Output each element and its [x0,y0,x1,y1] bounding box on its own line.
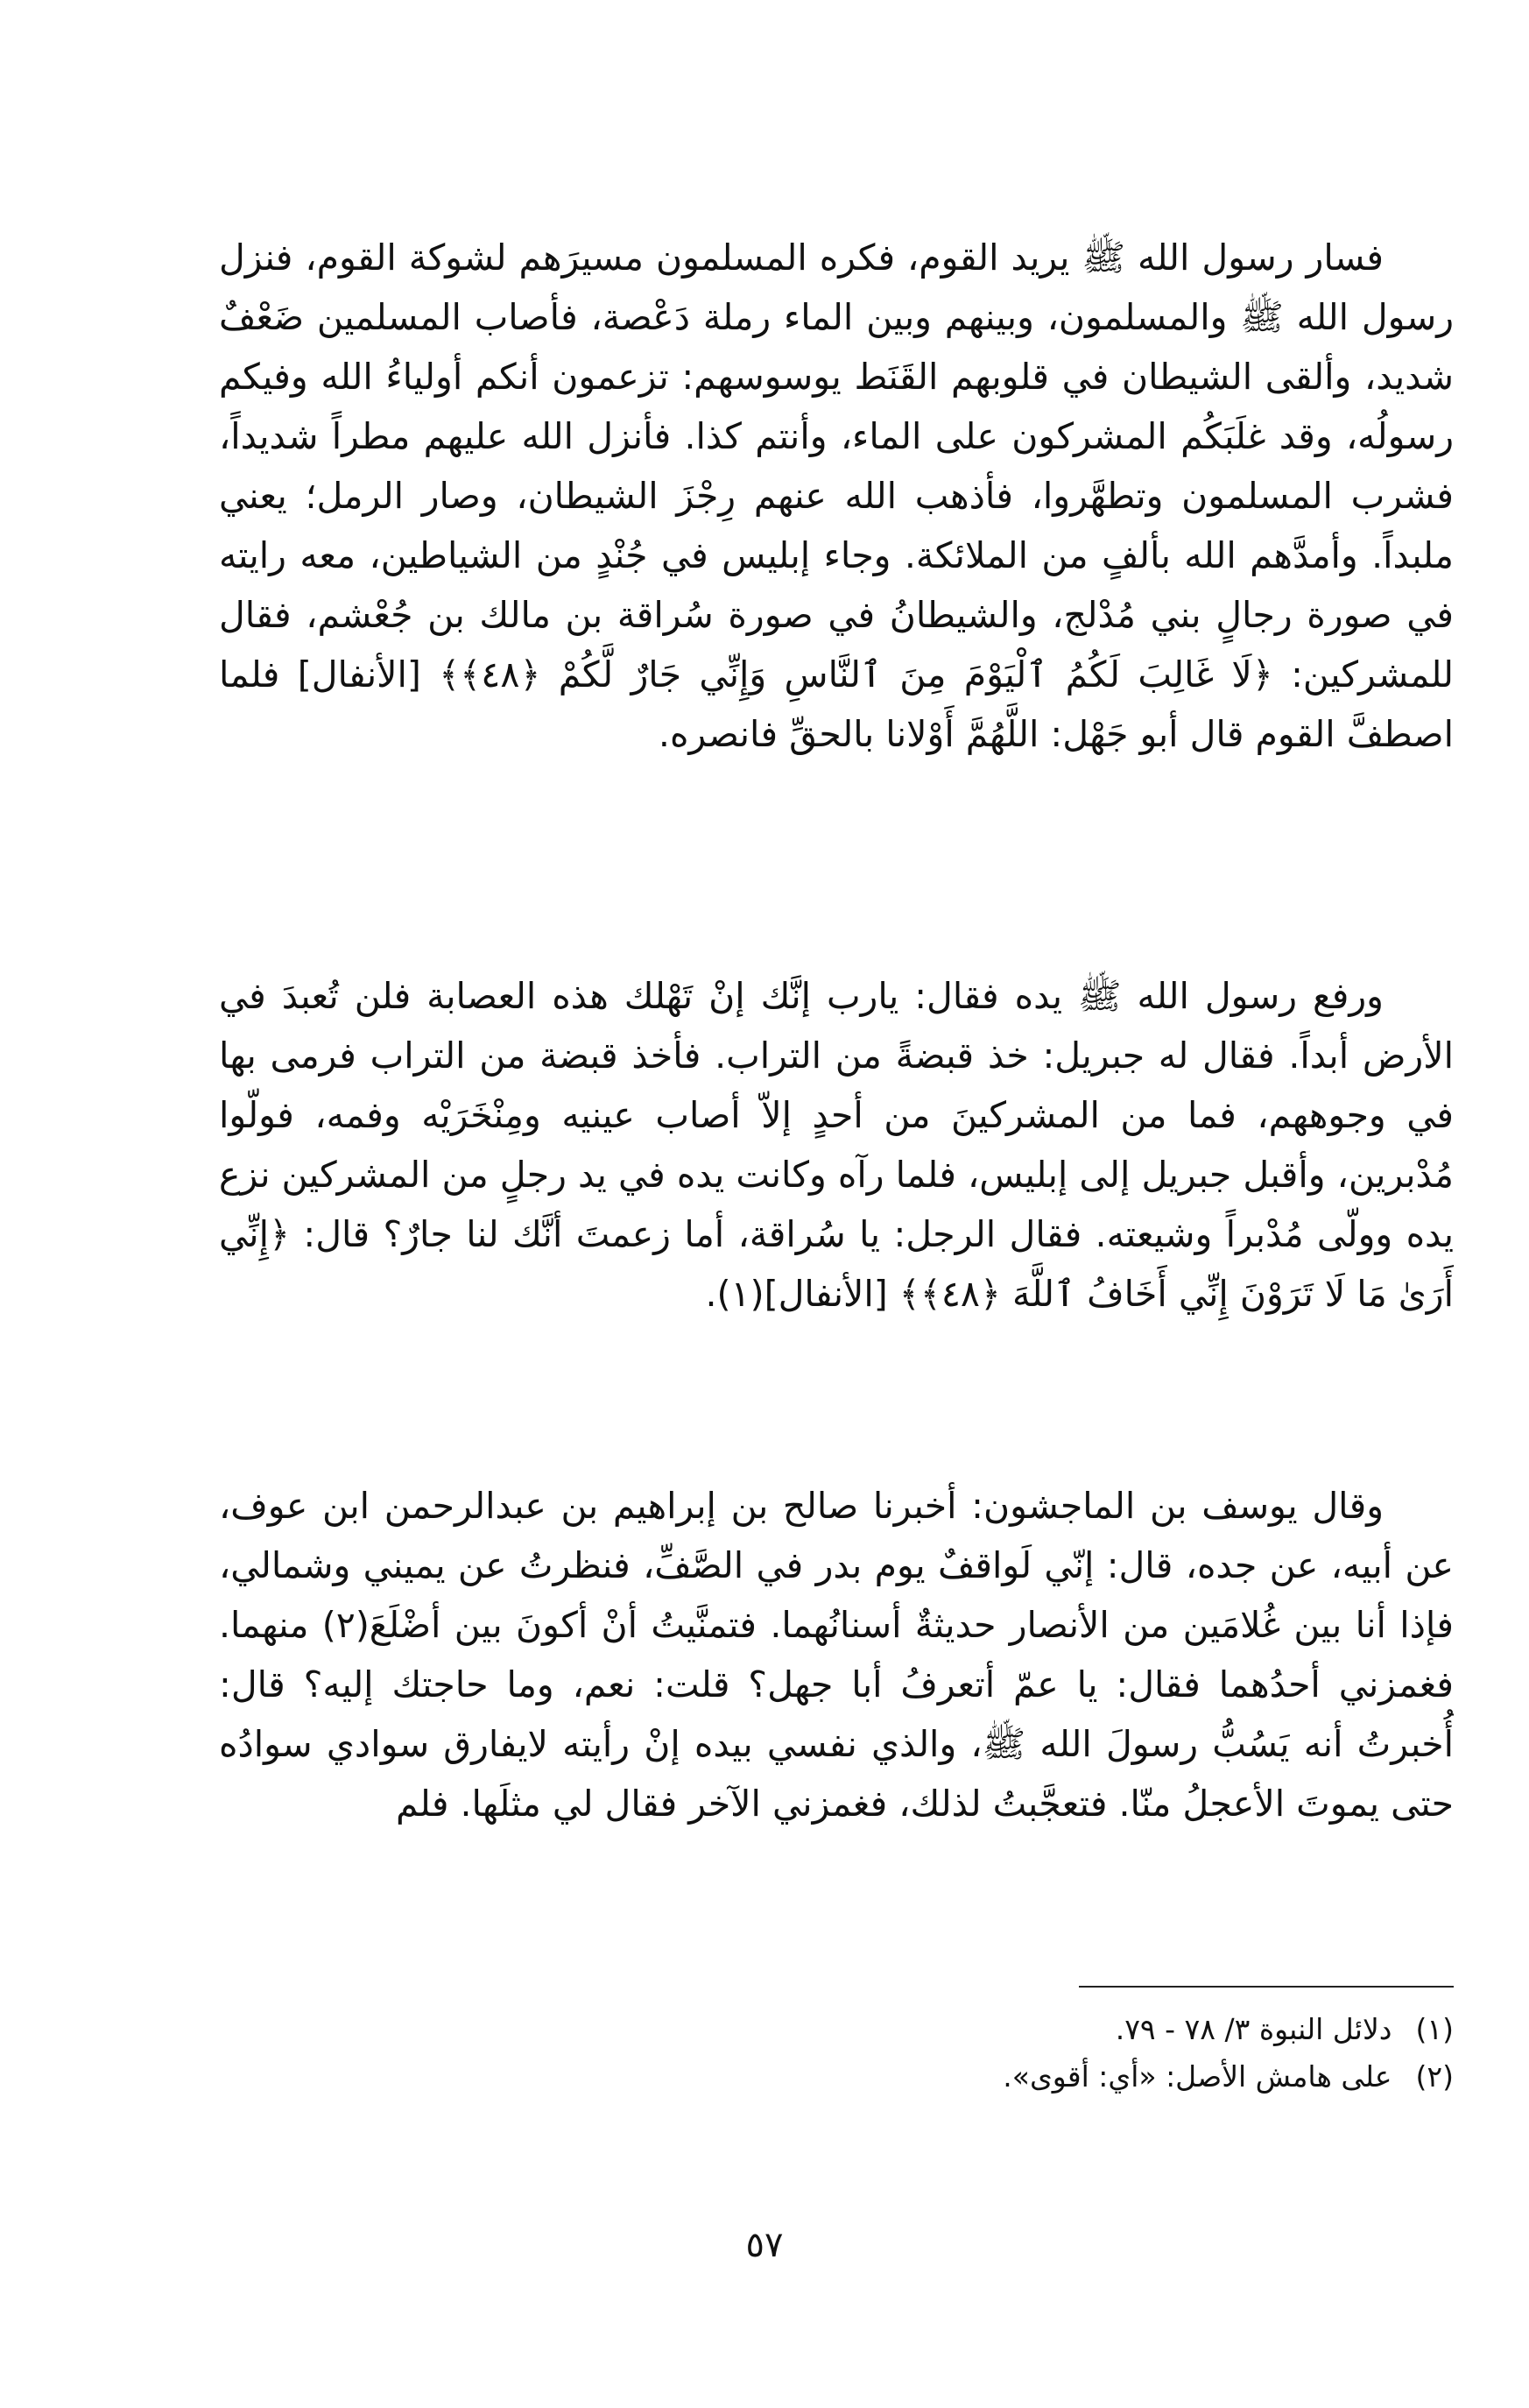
paragraph-text: ورفع رسول الله ﷺ يده فقال: يارب إنَّك إنْ تَهْلك هذه العصابة فلن تُعبدَ في الأرض أبداً. فقال له جبريل: خذ قبضةً من التراب. فأخذ قبضة من التراب فرمى بها في وجوههم، فما من المشركينَ من أحدٍ إلاّ أصاب عينيه ومِنْخَرَيْه وفمه، فولّوا مُدْبرين، وأقبل جبريل إلى إبليس، فلما رآه وكانت يده في يد رجلٍ من المشركين نزع يده وولّى مُدْبراً وشيعته. فقال الرجل: يا سُراقة، أما زعمتَ أنَّك لنا جارٌ؟ قال: ﴿إِنِّي أَرَىٰ مَا لَا تَرَوْنَ إِنِّي أَخَافُ ٱللَّهَ ﴿٤٨﴾﴾ [الأنفال](١). [219,975,1454,1315]
paragraph-text: وقال يوسف بن الماجشون: أخبرنا صالح بن إبراهيم بن عبدالرحمن ابن عوف، عن أبيه، عن جده، قال: إنّي لَواقفٌ يوم بدر في الصَّفِّ، فنظرتُ عن يميني وشمالي، فإذا أنا بين غُلامَين من الأنصار حديثةٌ أسنانُهما. فتمنَّيتُ أنْ أكونَ بين أضْلَعَ(٢) منهما. فغمزني أحدُهما فقال: يا عمّ أتعرفُ أبا جهل؟ قلت: نعم، وما حاجتك إليه؟ قال: أُخبرتُ أنه يَسُبُّ رسولَ الله ﷺ، والذي نفسي بيده إنْ رأيته لايفارق سوادي سوادُه حتى يموتَ الأعجلُ منّا. فتعجَّبتُ لذلك، فغمزني الآخر فقال لي مثلَها. فلم [219,1485,1454,1825]
footnote-2 [219,2053,1454,2101]
paragraph-battle-of-badr [219,228,1454,764]
footnote-1 [219,2006,1454,2053]
footnote-text: دلائل النبوة ٣/ ٧٨ - ٧٩. [1115,2012,1392,2046]
footnotes-section [219,2006,1454,2101]
paragraph-prophet-prayer [219,966,1454,1324]
paragraph-yusuf-narration [219,1476,1454,1833]
footnote-text: على هامش الأصل: «أي: أقوى». [1003,2059,1392,2094]
paragraph-text: فسار رسول الله ﷺ يريد القوم، فكره المسلمون مسيرَهم لشوكة القوم، فنزل رسول الله ﷺ والمسلمون، وبينهم وبين الماء رملة دَعْصة، فأصاب المسلمين ضَعْفٌ شديد، وألقى الشيطان في قلوبهم القَنَط يوسوسهم: تزعمون أنكم أولياءُ الله وفيكم رسولُه، وقد غلَبَكُم المشركون على الماء، وأنتم كذا. فأنزل الله عليهم مطراً شديداً، فشرب المسلمون وتطهَّروا، فأذهب الله عنهم رِجْزَ الشيطان، وصار الرمل؛ يعني ملبداً. وأمدَّهم الله بألفٍ من الملائكة. وجاء إبليس في جُنْدٍ من الشياطين، معه رايته في صورة رجالٍ بني مُدْلج، والشيطانُ في صورة سُراقة بن مالك بن جُعْشم، فقال للمشركين: ﴿لَا غَالِبَ لَكُمُ ٱلْيَوْمَ مِنَ ٱلنَّاسِ وَإِنِّي جَارٌ لَّكُمْ ﴿٤٨﴾﴾ [الأنفال] فلما اصطفَّ القوم قال أبو جَهْل: اللَّهُمَّ أَوْلانا بالحقِّ فانصره. [219,237,1454,755]
footnote-divider [1079,1986,1454,1988]
page-number: ٥٧ [745,2225,784,2265]
footnote-number: (٢) [1415,2059,1454,2094]
footnote-number: (١) [1415,2012,1454,2046]
